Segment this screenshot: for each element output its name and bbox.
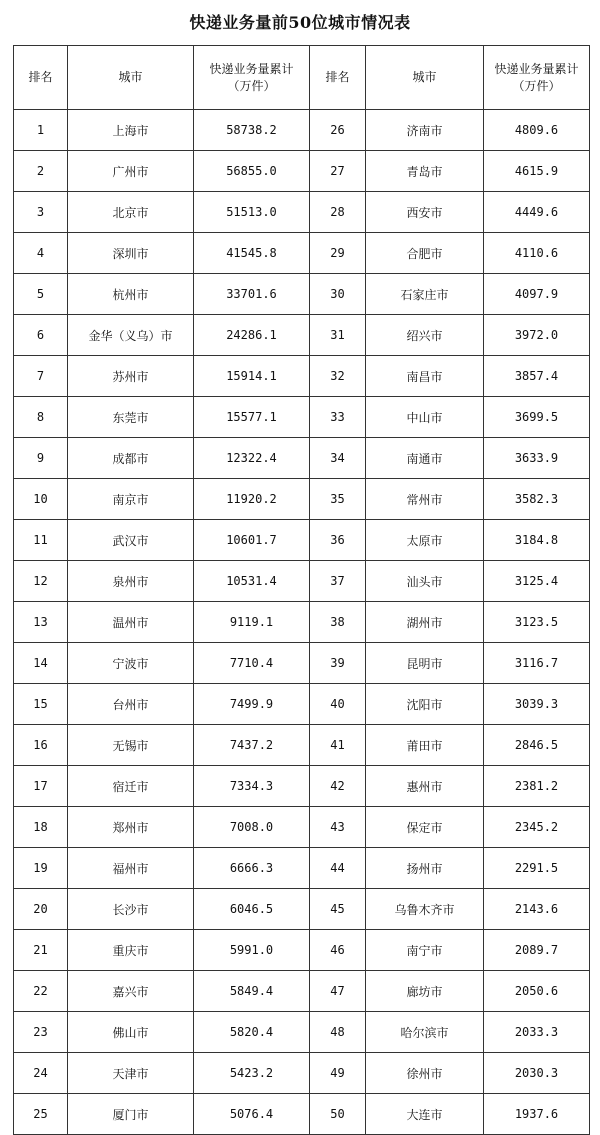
city-cell: 福州市 bbox=[68, 848, 194, 889]
rank-cell: 32 bbox=[310, 356, 366, 397]
volume-cell: 9119.1 bbox=[194, 602, 310, 643]
rank-cell: 17 bbox=[14, 766, 68, 807]
rank-cell: 49 bbox=[310, 1053, 366, 1094]
table-title: 快递业务量前50位城市情况表 bbox=[189, 13, 411, 32]
table-row bbox=[14, 1094, 590, 1135]
volume-cell: 2143.6 bbox=[484, 889, 590, 930]
rank-cell: 13 bbox=[14, 602, 68, 643]
city-cell: 乌鲁木齐市 bbox=[366, 889, 484, 930]
rank-cell: 48 bbox=[310, 1012, 366, 1053]
table-row bbox=[14, 520, 590, 561]
city-cell: 无锡市 bbox=[68, 725, 194, 766]
rank-cell: 36 bbox=[310, 520, 366, 561]
table-row bbox=[14, 438, 590, 479]
header-volume-title: 快递业务量累计 bbox=[209, 61, 294, 76]
rank-cell: 41 bbox=[310, 725, 366, 766]
city-cell: 石家庄市 bbox=[366, 274, 484, 315]
city-cell: 南京市 bbox=[68, 479, 194, 520]
city-cell: 厦门市 bbox=[68, 1094, 194, 1135]
city-cell: 重庆市 bbox=[68, 930, 194, 971]
volume-cell: 3116.7 bbox=[484, 643, 590, 684]
city-cell: 青岛市 bbox=[366, 151, 484, 192]
city-cell: 成都市 bbox=[68, 438, 194, 479]
city-cell: 深圳市 bbox=[68, 233, 194, 274]
city-cell: 嘉兴市 bbox=[68, 971, 194, 1012]
volume-cell: 3633.9 bbox=[484, 438, 590, 479]
volume-cell: 2050.6 bbox=[484, 971, 590, 1012]
city-cell: 泉州市 bbox=[68, 561, 194, 602]
volume-cell: 7334.3 bbox=[194, 766, 310, 807]
rank-cell: 45 bbox=[310, 889, 366, 930]
city-cell: 宁波市 bbox=[68, 643, 194, 684]
header-volume-left bbox=[194, 46, 310, 110]
city-cell: 南宁市 bbox=[366, 930, 484, 971]
volume-cell: 3699.5 bbox=[484, 397, 590, 438]
volume-cell: 15914.1 bbox=[194, 356, 310, 397]
volume-cell: 2345.2 bbox=[484, 807, 590, 848]
city-cell: 大连市 bbox=[366, 1094, 484, 1135]
volume-cell: 12322.4 bbox=[194, 438, 310, 479]
rank-cell: 33 bbox=[310, 397, 366, 438]
volume-cell: 2033.3 bbox=[484, 1012, 590, 1053]
table-row bbox=[14, 1053, 590, 1094]
volume-cell: 3857.4 bbox=[484, 356, 590, 397]
city-cell: 合肥市 bbox=[366, 233, 484, 274]
rank-cell: 44 bbox=[310, 848, 366, 889]
rank-cell: 21 bbox=[14, 930, 68, 971]
table-row bbox=[14, 684, 590, 725]
rank-cell: 3 bbox=[14, 192, 68, 233]
table-row bbox=[14, 643, 590, 684]
city-cell: 北京市 bbox=[68, 192, 194, 233]
rank-cell: 20 bbox=[14, 889, 68, 930]
volume-cell: 5991.0 bbox=[194, 930, 310, 971]
volume-cell: 4097.9 bbox=[484, 274, 590, 315]
volume-cell: 2089.7 bbox=[484, 930, 590, 971]
table-row bbox=[14, 233, 590, 274]
rank-cell: 23 bbox=[14, 1012, 68, 1053]
rank-cell: 15 bbox=[14, 684, 68, 725]
city-cell: 苏州市 bbox=[68, 356, 194, 397]
city-cell: 沈阳市 bbox=[366, 684, 484, 725]
volume-cell: 3039.3 bbox=[484, 684, 590, 725]
volume-cell: 5849.4 bbox=[194, 971, 310, 1012]
rank-cell: 1 bbox=[14, 110, 68, 151]
rank-cell: 39 bbox=[310, 643, 366, 684]
rank-cell: 37 bbox=[310, 561, 366, 602]
volume-cell: 7437.2 bbox=[194, 725, 310, 766]
rank-cell: 14 bbox=[14, 643, 68, 684]
rank-cell: 25 bbox=[14, 1094, 68, 1135]
city-cell: 徐州市 bbox=[366, 1053, 484, 1094]
header-volume-title: 快递业务量累计 bbox=[494, 61, 579, 76]
table-row bbox=[14, 151, 590, 192]
rank-cell: 18 bbox=[14, 807, 68, 848]
city-cell: 莆田市 bbox=[366, 725, 484, 766]
rank-cell: 9 bbox=[14, 438, 68, 479]
volume-cell: 6046.5 bbox=[194, 889, 310, 930]
rank-cell: 42 bbox=[310, 766, 366, 807]
city-cell: 惠州市 bbox=[366, 766, 484, 807]
header-city-left: 城市 bbox=[68, 46, 194, 110]
table-row bbox=[14, 848, 590, 889]
table-row bbox=[14, 110, 590, 151]
rank-cell: 30 bbox=[310, 274, 366, 315]
rank-cell: 10 bbox=[14, 479, 68, 520]
rank-cell: 24 bbox=[14, 1053, 68, 1094]
rank-cell: 29 bbox=[310, 233, 366, 274]
volume-cell: 7710.4 bbox=[194, 643, 310, 684]
city-cell: 上海市 bbox=[68, 110, 194, 151]
table-row bbox=[14, 930, 590, 971]
city-cell: 南昌市 bbox=[366, 356, 484, 397]
rank-cell: 11 bbox=[14, 520, 68, 561]
city-cell: 汕头市 bbox=[366, 561, 484, 602]
rank-cell: 40 bbox=[310, 684, 366, 725]
volume-cell: 5423.2 bbox=[194, 1053, 310, 1094]
header-volume-unit: （万件） bbox=[512, 78, 561, 93]
city-cell: 广州市 bbox=[68, 151, 194, 192]
rank-cell: 43 bbox=[310, 807, 366, 848]
city-cell: 杭州市 bbox=[68, 274, 194, 315]
table-row bbox=[14, 602, 590, 643]
city-cell: 武汉市 bbox=[68, 520, 194, 561]
volume-cell: 33701.6 bbox=[194, 274, 310, 315]
volume-cell: 24286.1 bbox=[194, 315, 310, 356]
table-row bbox=[14, 479, 590, 520]
rank-cell: 5 bbox=[14, 274, 68, 315]
volume-cell: 4449.6 bbox=[484, 192, 590, 233]
city-cell: 昆明市 bbox=[366, 643, 484, 684]
rank-cell: 27 bbox=[310, 151, 366, 192]
volume-cell: 10601.7 bbox=[194, 520, 310, 561]
rank-cell: 12 bbox=[14, 561, 68, 602]
rank-cell: 47 bbox=[310, 971, 366, 1012]
header-rank-left: 排名 bbox=[14, 46, 68, 110]
volume-cell: 4110.6 bbox=[484, 233, 590, 274]
table-header-row bbox=[14, 46, 590, 110]
table-row bbox=[14, 315, 590, 356]
city-cell: 台州市 bbox=[68, 684, 194, 725]
volume-cell: 1937.6 bbox=[484, 1094, 590, 1135]
city-cell: 佛山市 bbox=[68, 1012, 194, 1053]
table-row bbox=[14, 766, 590, 807]
volume-cell: 58738.2 bbox=[194, 110, 310, 151]
city-cell: 济南市 bbox=[366, 110, 484, 151]
table-row bbox=[14, 807, 590, 848]
header-city-right: 城市 bbox=[366, 46, 484, 110]
volume-cell: 11920.2 bbox=[194, 479, 310, 520]
city-cell: 哈尔滨市 bbox=[366, 1012, 484, 1053]
volume-cell: 2030.3 bbox=[484, 1053, 590, 1094]
volume-cell: 4809.6 bbox=[484, 110, 590, 151]
table-row bbox=[14, 561, 590, 602]
volume-cell: 3123.5 bbox=[484, 602, 590, 643]
volume-cell: 56855.0 bbox=[194, 151, 310, 192]
table-row bbox=[14, 192, 590, 233]
city-cell: 金华（义乌）市 bbox=[68, 315, 194, 356]
rank-cell: 6 bbox=[14, 315, 68, 356]
rank-cell: 4 bbox=[14, 233, 68, 274]
volume-cell: 15577.1 bbox=[194, 397, 310, 438]
rank-cell: 8 bbox=[14, 397, 68, 438]
rank-cell: 35 bbox=[310, 479, 366, 520]
volume-cell: 2291.5 bbox=[484, 848, 590, 889]
volume-cell: 7008.0 bbox=[194, 807, 310, 848]
header-volume-right bbox=[484, 46, 590, 110]
city-cell: 南通市 bbox=[366, 438, 484, 479]
volume-cell: 7499.9 bbox=[194, 684, 310, 725]
table-row bbox=[14, 356, 590, 397]
city-cell: 郑州市 bbox=[68, 807, 194, 848]
rank-cell: 7 bbox=[14, 356, 68, 397]
city-cell: 东莞市 bbox=[68, 397, 194, 438]
city-cell: 宿迁市 bbox=[68, 766, 194, 807]
rank-cell: 28 bbox=[310, 192, 366, 233]
volume-cell: 3184.8 bbox=[484, 520, 590, 561]
city-cell: 保定市 bbox=[366, 807, 484, 848]
city-cell: 廊坊市 bbox=[366, 971, 484, 1012]
header-volume-unit: （万件） bbox=[227, 78, 276, 93]
city-cell: 扬州市 bbox=[366, 848, 484, 889]
volume-cell: 5820.4 bbox=[194, 1012, 310, 1053]
table-row bbox=[14, 274, 590, 315]
city-cell: 绍兴市 bbox=[366, 315, 484, 356]
volume-cell: 41545.8 bbox=[194, 233, 310, 274]
rank-cell: 2 bbox=[14, 151, 68, 192]
express-volume-table bbox=[13, 45, 590, 1135]
volume-cell: 10531.4 bbox=[194, 561, 310, 602]
header-rank-right: 排名 bbox=[310, 46, 366, 110]
table-body bbox=[14, 110, 590, 1135]
volume-cell: 3582.3 bbox=[484, 479, 590, 520]
volume-cell: 3125.4 bbox=[484, 561, 590, 602]
volume-cell: 51513.0 bbox=[194, 192, 310, 233]
rank-cell: 46 bbox=[310, 930, 366, 971]
volume-cell: 2381.2 bbox=[484, 766, 590, 807]
rank-cell: 38 bbox=[310, 602, 366, 643]
table-row bbox=[14, 397, 590, 438]
volume-cell: 4615.9 bbox=[484, 151, 590, 192]
city-cell: 太原市 bbox=[366, 520, 484, 561]
city-cell: 湖州市 bbox=[366, 602, 484, 643]
city-cell: 西安市 bbox=[366, 192, 484, 233]
rank-cell: 16 bbox=[14, 725, 68, 766]
volume-cell: 5076.4 bbox=[194, 1094, 310, 1135]
table-row bbox=[14, 889, 590, 930]
rank-cell: 50 bbox=[310, 1094, 366, 1135]
rank-cell: 31 bbox=[310, 315, 366, 356]
city-cell: 天津市 bbox=[68, 1053, 194, 1094]
rank-cell: 22 bbox=[14, 971, 68, 1012]
volume-cell: 6666.3 bbox=[194, 848, 310, 889]
city-cell: 中山市 bbox=[366, 397, 484, 438]
table-row bbox=[14, 725, 590, 766]
rank-cell: 19 bbox=[14, 848, 68, 889]
rank-cell: 26 bbox=[310, 110, 366, 151]
table-row bbox=[14, 971, 590, 1012]
volume-cell: 2846.5 bbox=[484, 725, 590, 766]
city-cell: 温州市 bbox=[68, 602, 194, 643]
table-row bbox=[14, 1012, 590, 1053]
volume-cell: 3972.0 bbox=[484, 315, 590, 356]
rank-cell: 34 bbox=[310, 438, 366, 479]
city-cell: 常州市 bbox=[366, 479, 484, 520]
city-cell: 长沙市 bbox=[68, 889, 194, 930]
